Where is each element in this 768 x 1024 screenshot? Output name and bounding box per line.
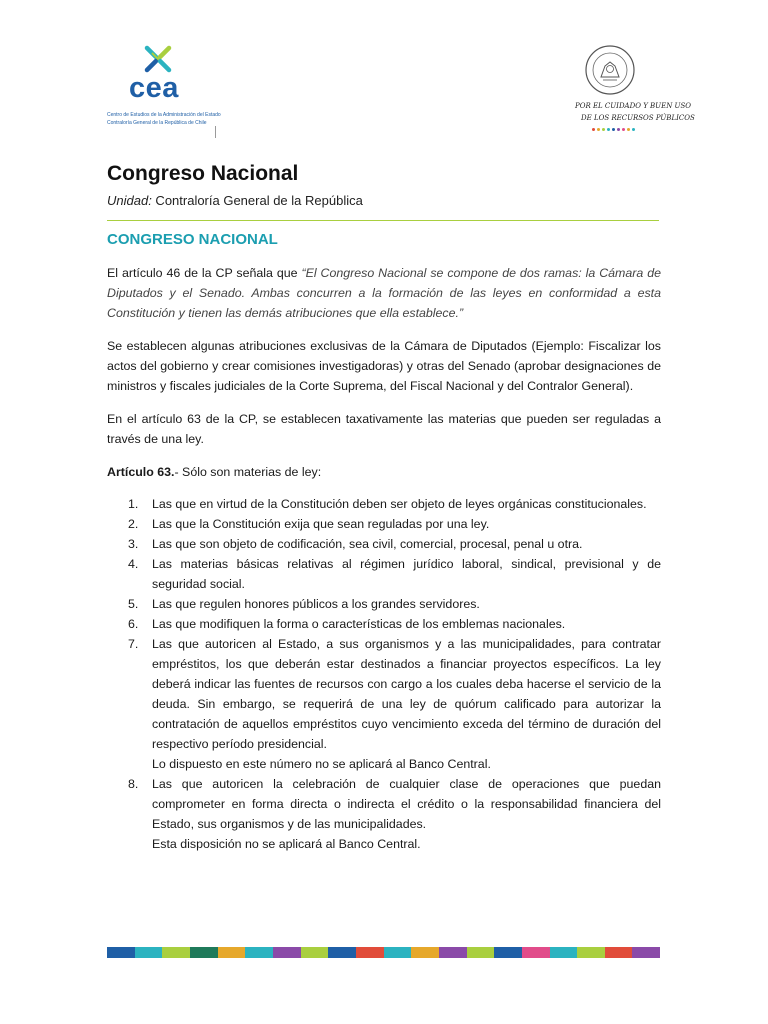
stripe-segment — [605, 947, 633, 958]
cea-tagline-2: Contraloría General de la República de Chile — [107, 120, 207, 126]
cgr-motto-line-2: DE LOS RECURSOS PÚBLICOS — [581, 114, 695, 122]
cgr-logo — [575, 44, 695, 144]
stripe-segment — [328, 947, 356, 958]
stripe-segment — [162, 947, 190, 958]
list-item — [107, 494, 661, 514]
stripe-segment — [411, 947, 439, 958]
stripe-segment — [439, 947, 467, 958]
stripe-segment — [467, 947, 495, 958]
list-item — [107, 614, 661, 634]
list-item-number: 4. — [128, 557, 139, 571]
stripe-segment — [273, 947, 301, 958]
list-item — [107, 774, 661, 854]
document-title: Congreso Nacional — [107, 162, 299, 185]
color-dot — [607, 128, 610, 131]
list-item-number: 6. — [128, 617, 139, 631]
document-body — [107, 263, 661, 854]
list-item-number: 5. — [128, 597, 139, 611]
stripe-segment — [550, 947, 578, 958]
stripe-segment — [356, 947, 384, 958]
cgr-seal-icon — [584, 44, 636, 96]
color-dot — [622, 128, 625, 131]
stripe-segment — [384, 947, 412, 958]
p1-quote: “El Congreso Nacional se compone de dos ramas: la Cámara de Diputados y el Senado. Ambas concurren a la formación de las leyes en conformidad a esta Constitución y tienen las demás atribuciones que ella establece.” — [107, 266, 661, 320]
unit-value: Contraloría General de la República — [151, 193, 363, 208]
list-item-number: 8. — [128, 777, 139, 791]
stripe-segment — [245, 947, 273, 958]
stripe-segment — [522, 947, 550, 958]
color-dot — [592, 128, 595, 131]
color-dot — [612, 128, 615, 131]
list-item-number: 1. — [128, 497, 139, 511]
list-item-number: 2. — [128, 517, 139, 531]
law-matters-list — [107, 494, 661, 854]
stripe-segment — [301, 947, 329, 958]
paragraph-article-46 — [107, 263, 661, 323]
list-item-text: Las que en virtud de la Constitución deben ser objeto de leyes orgánicas constitucionales. — [152, 497, 647, 511]
stripe-segment — [577, 947, 605, 958]
list-item-text: Las que modifiquen la forma o características de los emblemas nacionales. — [152, 617, 566, 631]
stripe-segment — [190, 947, 218, 958]
list-item-text: Las que regulen honores públicos a los grandes servidores. — [152, 597, 480, 611]
list-item-text: Las que son objeto de codificación, sea civil, comercial, procesal, penal u otra. — [152, 537, 583, 551]
list-item-number: 7. — [128, 637, 139, 651]
article-63-heading — [107, 462, 661, 482]
stripe-segment — [218, 947, 246, 958]
cgr-motto-line-1: POR EL CUIDADO Y BUEN USO — [575, 102, 691, 110]
cea-tagline-1: Centro de Estudios de la Administración del Estado — [107, 112, 221, 118]
list-item-text: Las que autoricen la celebración de cualquier clase de operaciones que puedan comprometer en forma directa o indirecta el crédito o la responsabilidad financiera del Estado, sus organismos y de las municipalidades. — [152, 777, 661, 831]
list-item-note: Lo dispuesto en este número no se aplicará al Banco Central. — [152, 757, 491, 771]
article-label: Artículo 63. — [107, 465, 175, 479]
list-item — [107, 634, 661, 774]
title-divider — [107, 220, 659, 221]
cea-logo — [107, 44, 227, 139]
section-heading: CONGRESO NACIONAL — [107, 231, 278, 248]
paragraph-exclusive-powers: Se establecen algunas atribuciones exclusivas de la Cámara de Diputados (Ejemplo: Fiscalizar los actos del gobierno y crear comisiones investigadoras) y otras del Senado (aprobar designaciones de ministros y fiscales judiciales de la Corte Suprema, del Fiscal Nacional y del Contralor General). — [107, 339, 661, 393]
cea-divider — [215, 126, 216, 138]
p1-lead: El artículo 46 de la CP señala que — [107, 266, 302, 280]
color-dot — [602, 128, 605, 131]
color-dot — [597, 128, 600, 131]
list-item-note: Esta disposición no se aplicará al Banco Central. — [152, 837, 421, 851]
paragraph-article-63-intro: En el artículo 63 de la CP, se establecen taxativamente las materias que pueden ser reguladas a través de una ley. — [107, 412, 661, 446]
footer-color-stripe — [107, 947, 660, 958]
list-item-text: Las que autoricen al Estado, a sus organismos y a las municipalidades, para contratar empréstitos, los que deberán estar destinados a financiar proyectos específicos. La ley deberá indicar las fuentes de recursos con cargo a los cuales deba hacerse el servicio de la deuda. Sin embargo, se requerirá de una ley de quórum calificado para autorizar la contratación de aquellos empréstitos cuyo vencimiento exceda del término de duración del respectivo período presidencial. — [152, 637, 661, 751]
cea-cross-mark-icon — [143, 44, 173, 74]
color-dot — [632, 128, 635, 131]
list-item — [107, 594, 661, 614]
list-item-number: 3. — [128, 537, 139, 551]
color-dot — [627, 128, 630, 131]
stripe-segment — [107, 947, 135, 958]
stripe-segment — [494, 947, 522, 958]
list-item-text: Las materias básicas relativas al régimen jurídico laboral, sindical, previsional y de seguridad social. — [152, 557, 661, 591]
cea-wordmark: cea — [129, 72, 179, 104]
list-item — [107, 554, 661, 594]
stripe-segment — [632, 947, 660, 958]
article-rest: - Sólo son materias de ley: — [174, 465, 322, 479]
list-item — [107, 534, 661, 554]
unit-line — [107, 193, 363, 208]
color-dot — [617, 128, 620, 131]
unit-label: Unidad: — [107, 193, 152, 208]
cgr-color-dots — [592, 128, 635, 131]
list-item-text: Las que la Constitución exija que sean reguladas por una ley. — [152, 517, 490, 531]
list-item — [107, 514, 661, 534]
stripe-segment — [135, 947, 163, 958]
